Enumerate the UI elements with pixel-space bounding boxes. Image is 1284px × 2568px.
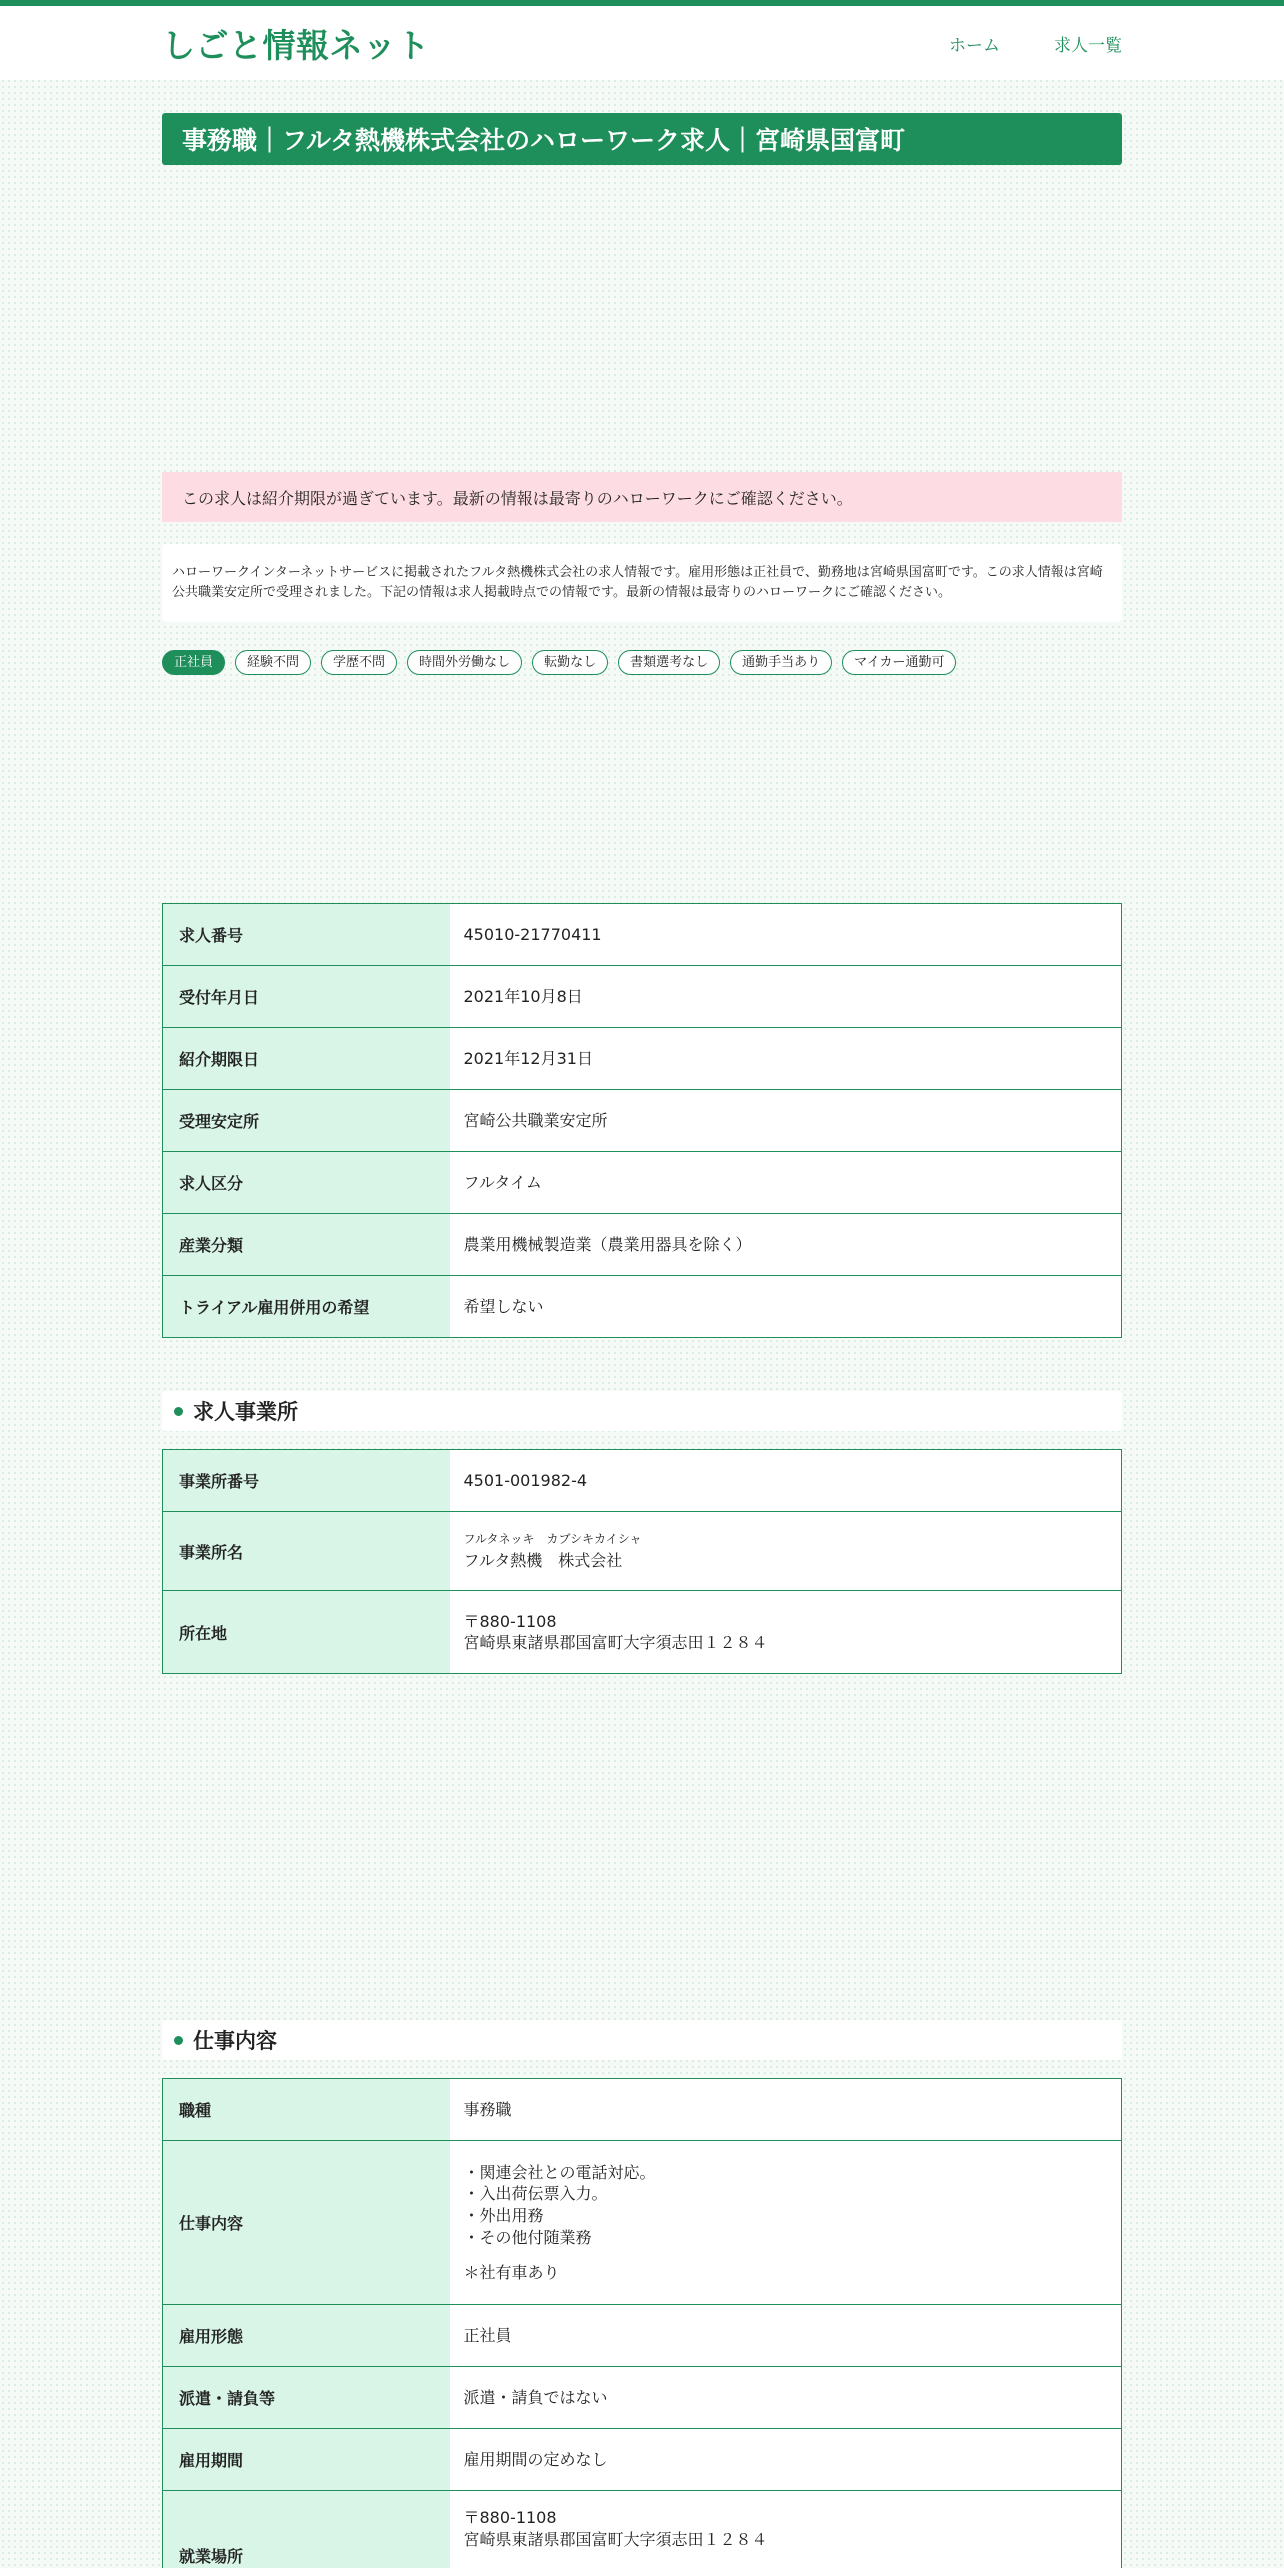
employment-type: 正社員 [450, 2305, 1122, 2367]
office-name-kana: フルタネッキ カブシキカイシャ [463, 1532, 642, 1547]
row-label: トライアル雇用併用の希望 [163, 1276, 450, 1338]
table-row [163, 904, 1122, 966]
row-value: 2021年12月31日 [450, 1028, 1122, 1090]
tag-no-document-screening: 書類選考なし [618, 650, 720, 675]
table-row [163, 1028, 1122, 1090]
office-name-cell [450, 1512, 1122, 1591]
row-value: 希望しない [450, 1276, 1122, 1338]
duty-item: ・関連会社との電話対応。 [463, 2162, 656, 2182]
bullet-dot-icon [174, 1407, 183, 1416]
row-label: 就業場所 [163, 2491, 450, 2568]
workplace-address: 宮崎県東諸県郡国富町大字須志田１２８４ [463, 2529, 768, 2549]
row-value: 2021年10月8日 [450, 966, 1122, 1028]
main-nav [949, 31, 1122, 56]
row-label: 求人番号 [163, 904, 450, 966]
tag-list [162, 650, 1122, 675]
nav-job-list-link[interactable]: 求人一覧 [1054, 35, 1122, 56]
job-info-table [162, 2078, 1122, 2568]
duty-item: ・外出用務 [463, 2205, 544, 2225]
row-label: 産業分類 [163, 1214, 450, 1276]
workplace-cell [450, 2491, 1122, 2568]
job-type: 事務職 [450, 2079, 1122, 2141]
row-label: 事業所名 [163, 1512, 450, 1591]
table-row [163, 1214, 1122, 1276]
duty-spacer [464, 2248, 1108, 2262]
row-label: 職種 [163, 2079, 450, 2141]
main-content [162, 113, 1122, 2568]
row-label: 求人区分 [163, 1152, 450, 1214]
table-row [163, 2305, 1122, 2367]
table-row [163, 2491, 1122, 2568]
job-heading-text: 仕事内容 [193, 2029, 277, 2054]
tag-car-commute: マイカー通勤可 [842, 650, 956, 675]
tag-no-overtime: 時間外労働なし [407, 650, 522, 675]
office-info-table [162, 1449, 1122, 1674]
site-header [0, 6, 1284, 80]
table-row [163, 2079, 1122, 2141]
tag-no-education: 学歴不問 [321, 650, 397, 675]
site-logo[interactable]: しごと情報ネット [162, 25, 430, 65]
office-number: 4501-001982-4 [450, 1450, 1122, 1512]
ad-space-top [162, 165, 1122, 472]
office-address-cell [450, 1591, 1122, 1674]
expired-alert: この求人は紹介期限が過ぎています。最新の情報は最寄りのハローワークにご確認ください。 [162, 472, 1122, 522]
office-heading-text: 求人事業所 [193, 1400, 298, 1425]
row-label: 事業所番号 [163, 1450, 450, 1512]
table-row [163, 2141, 1122, 2305]
duty-note: ＊社有車あり [463, 2263, 560, 2283]
table-row [163, 1512, 1122, 1591]
row-label: 受理安定所 [163, 1090, 450, 1152]
row-label: 紹介期限日 [163, 1028, 450, 1090]
basic-info-table [162, 903, 1122, 1338]
row-value: 農業用機械製造業（農業用器具を除く） [450, 1214, 1122, 1276]
office-name: フルタ熱機 株式会社 [463, 1550, 623, 1570]
tag-no-experience: 経験不問 [235, 650, 311, 675]
table-row [163, 2367, 1122, 2429]
row-label: 受付年月日 [163, 966, 450, 1028]
row-label: 雇用期間 [163, 2429, 450, 2491]
duty-item: ・入出荷伝票入力。 [463, 2184, 608, 2204]
office-postal-code: 〒880-1108 [463, 1611, 557, 1631]
table-row [163, 1090, 1122, 1152]
row-label: 仕事内容 [163, 2141, 450, 2305]
table-row [163, 1276, 1122, 1338]
workplace-postal-code: 〒880-1108 [463, 2508, 557, 2528]
row-value: 宮崎公共職業安定所 [450, 1090, 1122, 1152]
duty-item: ・その他付随業務 [463, 2227, 592, 2247]
table-row [163, 966, 1122, 1028]
tag-no-transfer: 転勤なし [532, 650, 608, 675]
table-row [163, 1152, 1122, 1214]
job-duties-cell [450, 2141, 1122, 2305]
page-title: 事務職｜フルタ熱機株式会社のハローワーク求人｜宮崎県国富町 [162, 113, 1122, 165]
employment-period: 雇用期間の定めなし [450, 2429, 1122, 2491]
bullet-dot-icon [174, 2036, 183, 2045]
table-row [163, 2429, 1122, 2491]
tag-commute-allowance: 通勤手当あり [730, 650, 832, 675]
row-value: フルタイム [450, 1152, 1122, 1214]
table-row [163, 1450, 1122, 1512]
intro-text: ハローワークインターネットサービスに掲載されたフルタ熱機株式会社の求人情報です。雇用形態は正社員で、勤務地は宮崎県国富町です。この求人情報は宮崎公共職業安定所で受理されました。下記の情報は求人掲載時点での情報です。最新の情報は最寄りのハローワークにご確認ください。 [162, 544, 1122, 622]
ad-space-middle [162, 675, 1122, 903]
row-value: 45010-21770411 [450, 904, 1122, 966]
office-section-heading [162, 1391, 1122, 1431]
row-label: 雇用形態 [163, 2305, 450, 2367]
job-section-heading [162, 2020, 1122, 2060]
dispatch-status: 派遣・請負ではない [450, 2367, 1122, 2429]
tag-full-time: 正社員 [162, 650, 225, 675]
table-row [163, 1591, 1122, 1674]
row-label: 派遣・請負等 [163, 2367, 450, 2429]
ad-space-lower [162, 1674, 1122, 2020]
office-address: 宮崎県東諸県郡国富町大字須志田１２８４ [463, 1633, 768, 1653]
row-label: 所在地 [163, 1591, 450, 1674]
nav-home-link[interactable]: ホーム [949, 35, 1000, 56]
